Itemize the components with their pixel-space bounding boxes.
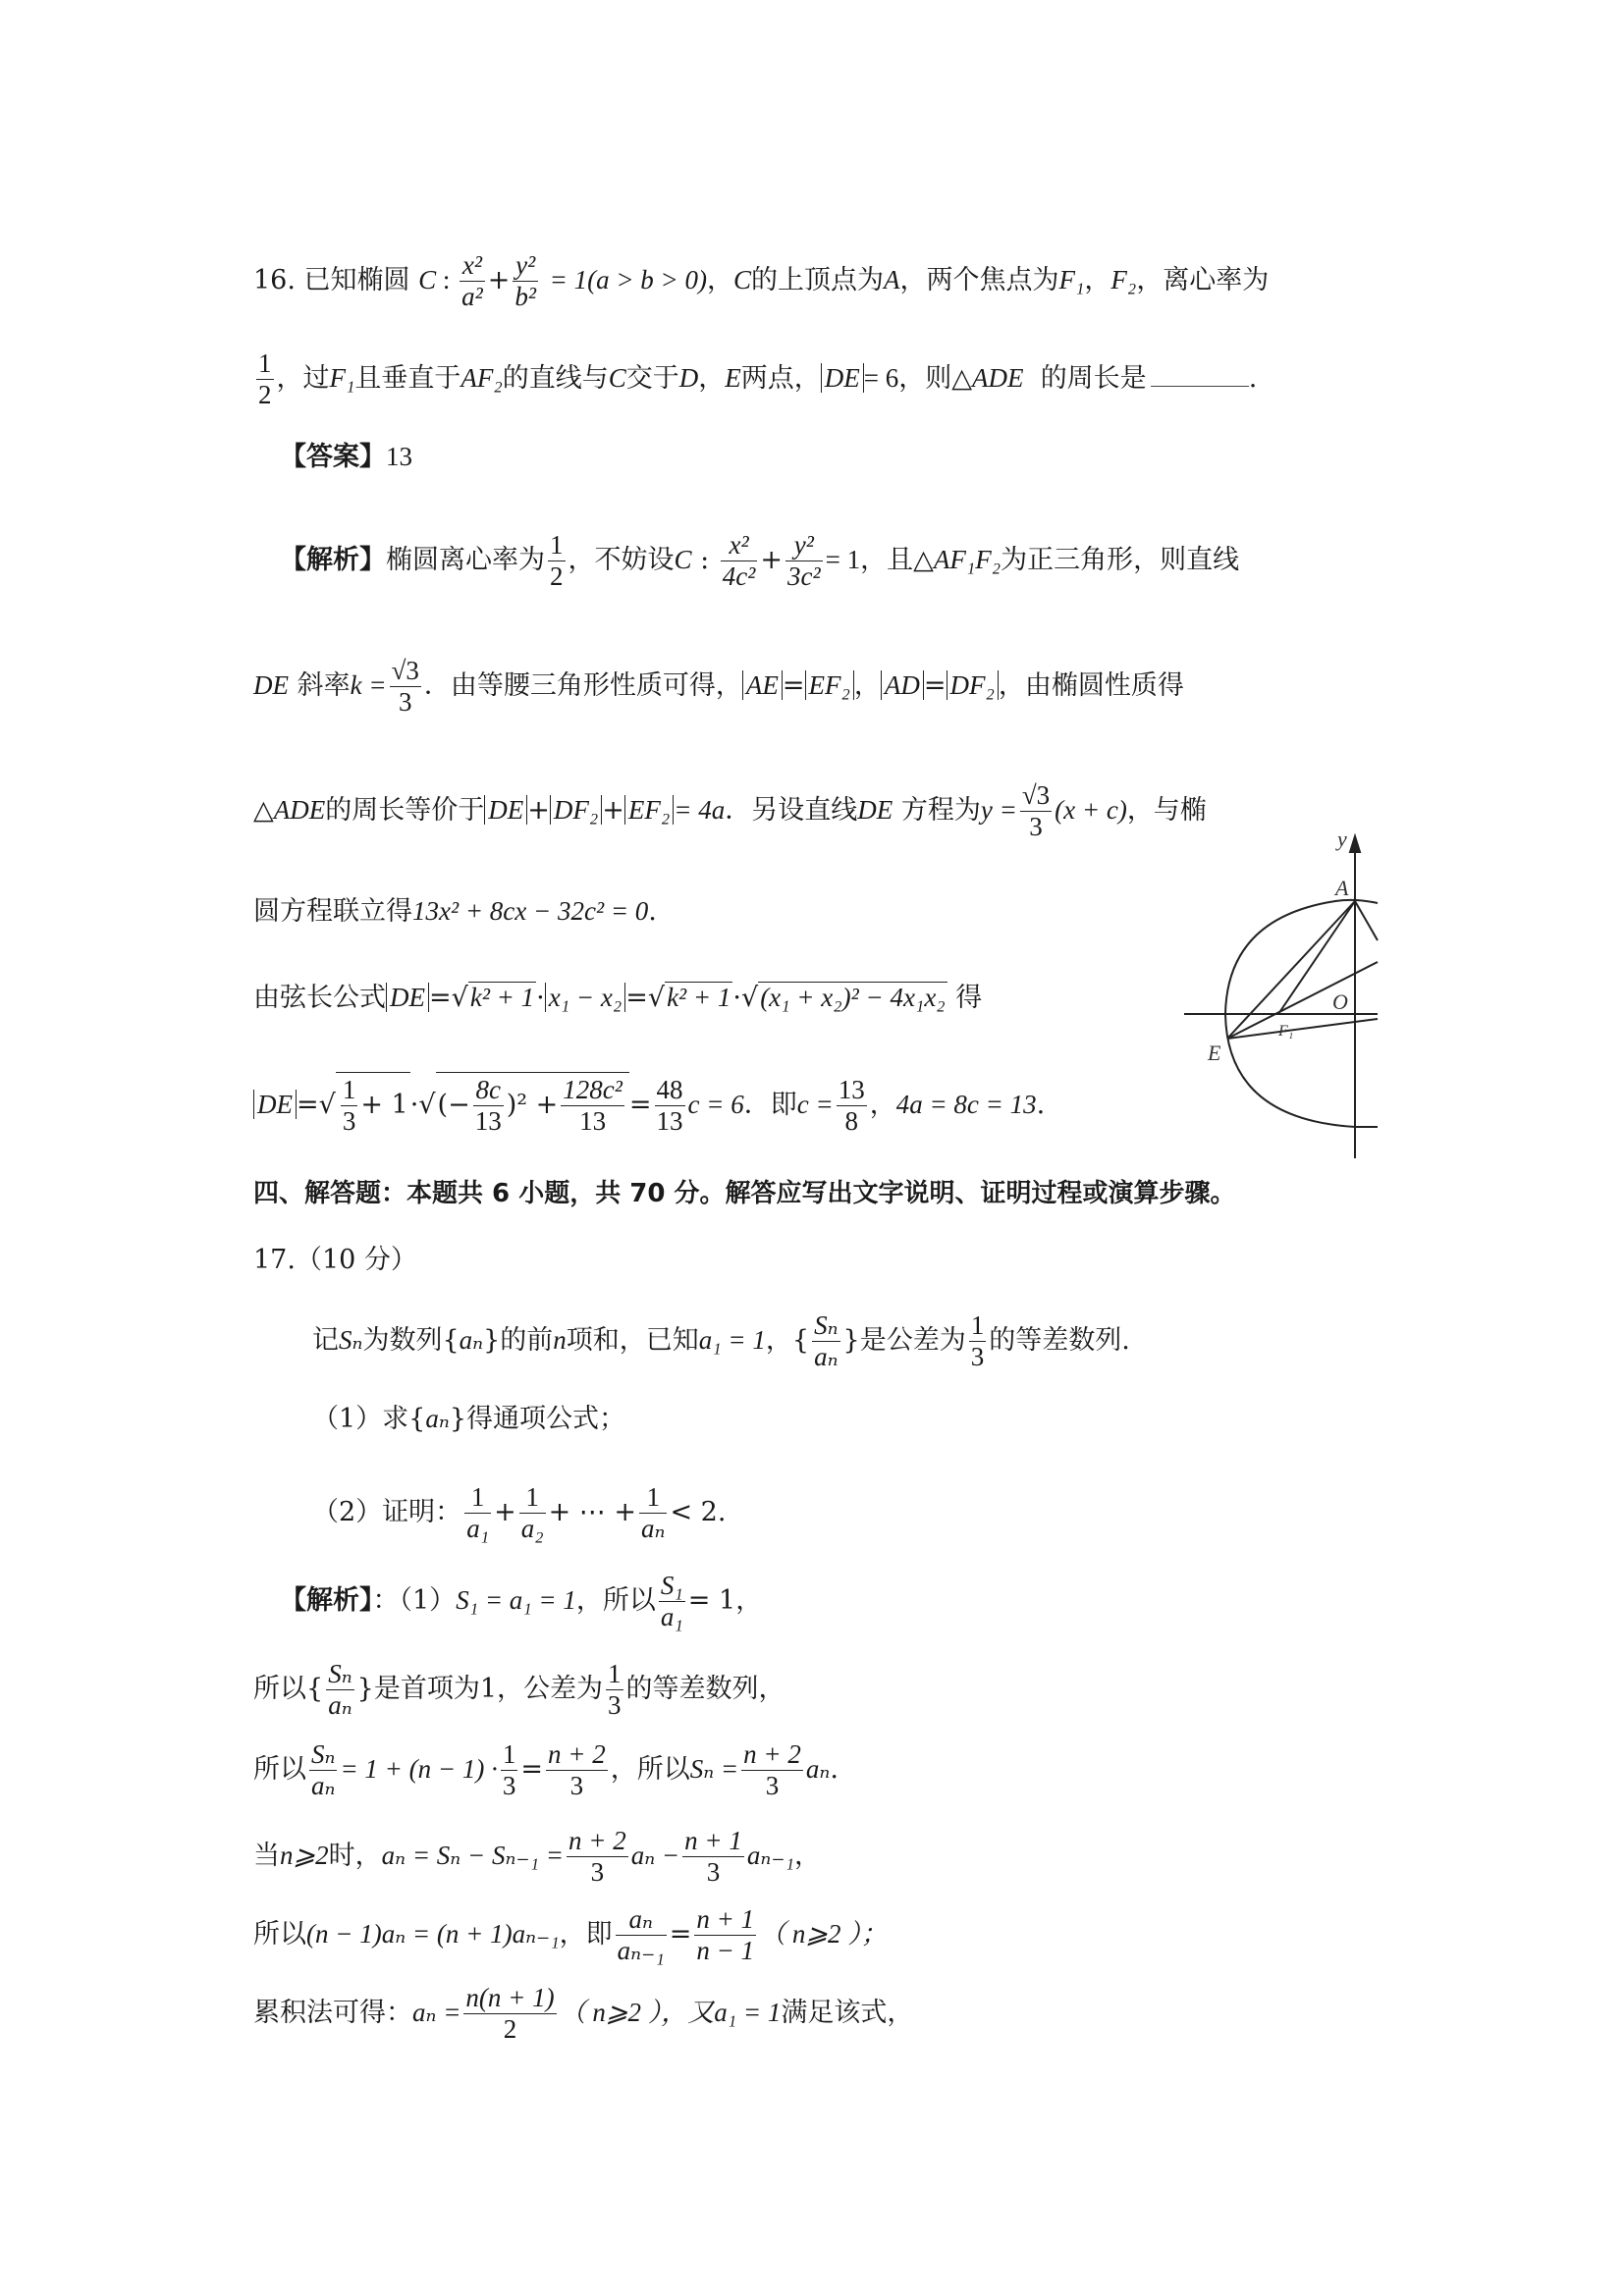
label-O: O	[1332, 989, 1348, 1014]
problem-number: 16.	[253, 265, 296, 296]
analysis-line2: DE 斜率k = $\frac{√3}{3}$ ．由等腰三角形性质可得， AE = EF₂ ， AD = DF₂ ，由椭圆性质得	[253, 656, 1184, 718]
analysis-line3: △ADE的周长等价于 DE + DF₂ + EF₂ = 4a．另设直线DE 方程为y = $\frac{√3}{3}$ (x + c)，与椭	[253, 780, 1207, 842]
problem16-line1: 16. 已知椭圆 C : $\frac{\text{x²}}{\text{a²}}$ + $\frac{\text{y²}}{\text{b²}}$ = 1(a > b > 0)，C的上顶点为A，两个焦点为F₁，F₂，离心率为	[253, 250, 1270, 312]
fraction: $\frac{\text{x²}}{\text{a²}}$	[461, 250, 483, 312]
analysis-line4: 圆方程联立得13x² + 8cx − 32c² = 0.	[253, 896, 657, 927]
ellipse-diagram	[1178, 825, 1384, 1158]
section-heading: 四、解答题：本题共 6 小题，共 70 分。解答应写出文字说明、证明过程或演算步骤。	[253, 1179, 1236, 1208]
label-y: y	[1337, 827, 1347, 851]
problem17-part1: （1）求{aₙ}得通项公式；	[312, 1404, 625, 1434]
answer-blank	[1151, 386, 1249, 387]
problem16-line2: $\frac{1}{2}$ ，过F₁且垂直于AF₂的直线与C交于D，E两点， DE = 6，则△ADE 的周长是 .	[258, 348, 1258, 410]
y-axis-arrow-icon	[1350, 836, 1360, 852]
fraction: $\frac{1}{2}$	[258, 348, 272, 410]
analysis-line5: 由弦长公式 DE =√k² + 1· x₁ − x₂ =√k² + 1·√(x₁ + x₂)² − 4x₁x₂ 得	[253, 983, 983, 1013]
solution17-line6: 累积法可得：aₙ = $\frac{n(n + 1)}{2}$ （ n⩾2 ），又a₁ = 1满足该式，	[253, 1983, 914, 2045]
analysis-line6: DE =√ $\frac{1}{3}$ + 1·√(− $\frac{8c}{13}$ )² + $\frac{\text{128c²}}{13}$ = $\frac{48}{13}$ c = 6．即c = $\frac{13}{8}$ ，4a = 8c = 13.	[253, 1072, 1045, 1137]
problem17-number: 17.（10 分）	[253, 1245, 417, 1275]
answer-line	[280, 444, 412, 470]
label-A: A	[1335, 876, 1349, 900]
problem17-part2: （2）证明： $\frac{1}{\text{a₁}}$ + $\frac{1}{\text{a₂}}$ + ⋯ + $\frac{1}{\text{aₙ}}$ < 2.	[312, 1482, 727, 1544]
answer-label: 【答案】	[280, 442, 386, 472]
solution17-line2: 所以{ $\frac{\text{Sₙ}}{\text{aₙ}}$ }是首项为1，公差为 $\frac{1}{3}$ 的等差数列，	[253, 1659, 785, 1721]
solution-label: 【解析】	[280, 1585, 373, 1617]
fraction: $\frac{\text{y²}}{\text{b²}}$	[514, 250, 537, 312]
label-E: E	[1208, 1041, 1221, 1065]
solution17-line1: 【解析】：（1）S₁ = a₁ = 1，所以 $\frac{\text{S₁}}{\text{a₁}}$ = 1，	[280, 1571, 763, 1632]
label-F1: F₁	[1278, 1023, 1294, 1040]
solution17-line4: 当n⩾2时，aₙ = Sₙ − Sₙ₋₁ = $\frac{n + 2}{3}$ aₙ − $\frac{n + 1}{3}$ aₙ₋₁，	[253, 1826, 821, 1888]
answer-value: 13	[386, 442, 412, 471]
analysis-line1: 【解析】椭圆离心率为 $\frac{1}{2}$ ，不妨设C : $\frac{\text{x²}}{\text{4c²}}$ + $\frac{\text{y²}}{\text{3c²}}$ = 1，且△AF₁F₂为正三角形，则直线	[280, 530, 1240, 592]
solution17-line5: 所以(n − 1)aₙ = (n + 1)aₙ₋₁，即 $\frac{\text{aₙ}}{\text{aₙ₋₁}}$ = $\frac{n + 1}{n - 1}$ （ n⩾2 ）；	[253, 1904, 888, 1966]
solution17-line3: 所以 $\frac{\text{Sₙ}}{\text{aₙ}}$ = 1 + (n − 1) · $\frac{1}{3}$ = $\frac{n + 2}{3}$ ，所以Sₙ = $\frac{n + 2}{3}$ aₙ.	[253, 1739, 839, 1801]
analysis-label: 【解析】	[280, 545, 386, 576]
problem17-stem: 记Sₙ为数列{aₙ}的前n项和，已知a₁ = 1，{ $\frac{\text{Sₙ}}{\text{aₙ}}$ }是公差为 $\frac{1}{3}$ 的等差数列.	[312, 1310, 1130, 1372]
